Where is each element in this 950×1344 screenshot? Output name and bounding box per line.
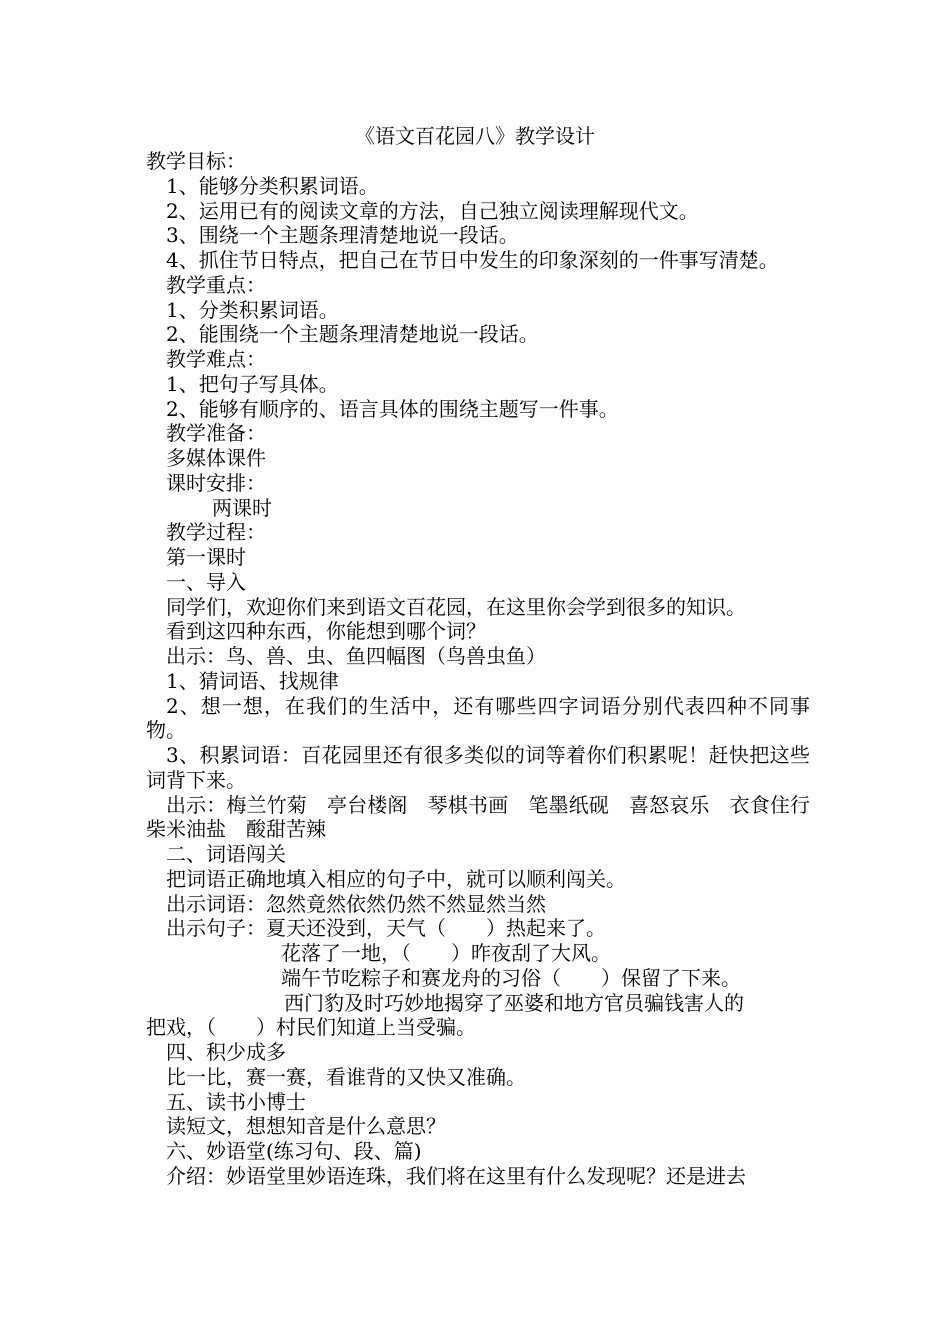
paragraph-line: 2、能够有顺序的、语言具体的围绕主题写一件事。: [166, 396, 619, 421]
paragraph-line: 3、围绕一个主题条理清楚地说一段话。: [166, 223, 519, 248]
paragraph-line: 1、分类积累词语。: [166, 297, 339, 322]
paragraph-line: 出示：梅兰竹菊 亭台楼阁 琴棋书画 笔墨纸砚 喜怒哀乐 衣食住行 柴米油盐 酸甜苦辣: [146, 792, 830, 842]
paragraph-line: 1、猜词语、找规律: [166, 668, 339, 693]
paragraph-line: 介绍：妙语堂里妙语连珠，我们将在这里有什么发现呢？还是进去: [166, 1163, 746, 1188]
section-heading: 教学重点：: [166, 272, 266, 297]
paragraph-line: 2、运用已有的阅读文章的方法，自己独立阅读理解现代文。: [166, 198, 699, 223]
paragraph-line: 出示词语：忽然竟然依然仍然不然显然当然: [166, 891, 546, 916]
paragraph-line: 读短文，想想知音是什么意思？: [166, 1114, 446, 1139]
paragraph-line: 花落了一地，（ ）昨夜刮了大风。: [281, 941, 611, 965]
section-heading: 五、读书小博士: [166, 1089, 306, 1114]
section-heading: 第一课时: [166, 545, 246, 569]
document-body: [146, 149, 830, 1189]
section-heading: 教学过程：: [166, 520, 266, 545]
section-heading: 课时安排：: [166, 470, 266, 495]
paragraph-line: 3、积累词语：百花园里还有很多类似的词等着你们积累呢！赶快把这些词背下来。: [146, 743, 810, 792]
paragraph-line: 1、能够分类积累词语。: [166, 173, 379, 198]
section-heading: 六、妙语堂(练习句、段、篇): [166, 1139, 422, 1163]
paragraph-line: 多媒体课件: [166, 446, 266, 470]
paragraph-line: 2、想一想，在我们的生活中，还有哪些四字词语分别代表四种不同事物。: [146, 693, 810, 743]
paragraph-line: 2、能围绕一个主题条理清楚地说一段话。: [166, 322, 539, 347]
paragraph-line: 两课时: [212, 495, 272, 520]
paragraph-line: 把戏，（ ）村民们知道上当受骗。: [146, 1015, 476, 1040]
paragraph-line: 1、把句子写具体。: [166, 371, 339, 396]
section-heading: 四、积少成多: [166, 1040, 286, 1064]
paragraph-line: 端午节吃粽子和赛龙舟的习俗（ ）保留了下来。: [281, 965, 741, 990]
paragraph-line: 出示：鸟、兽、虫、鱼四幅图（鸟兽虫鱼）: [166, 644, 546, 668]
paragraph-line: 西门豹及时巧妙地揭穿了巫婆和地方官员骗钱害人的: [284, 990, 744, 1015]
paragraph-line: 出示句子：夏天还没到，天气（ ）热起来了。: [166, 916, 606, 941]
section-heading: 一、导入: [166, 569, 246, 594]
paragraph-line: 把词语正确地填入相应的句子中，就可以顺利闯关。: [166, 866, 626, 891]
document-title: 《语文百花园八》教学设计: [355, 124, 595, 148]
section-heading: 教学准备：: [166, 421, 266, 446]
paragraph-line: 4、抓住节日特点，把自己在节日中发生的印象深刻的一件事写清楚。: [166, 248, 779, 272]
paragraph-line: 看到这四种东西，你能想到哪个词？: [166, 619, 486, 644]
paragraph-line: 比一比，赛一赛，看谁背的又快又准确。: [166, 1064, 526, 1089]
section-heading: 二、词语闯关: [166, 842, 286, 866]
section-heading: 教学难点：: [166, 347, 266, 371]
section-heading: 教学目标：: [146, 149, 246, 173]
paragraph-line: 同学们，欢迎你们来到语文百花园，在这里你会学到很多的知识。: [166, 594, 746, 619]
